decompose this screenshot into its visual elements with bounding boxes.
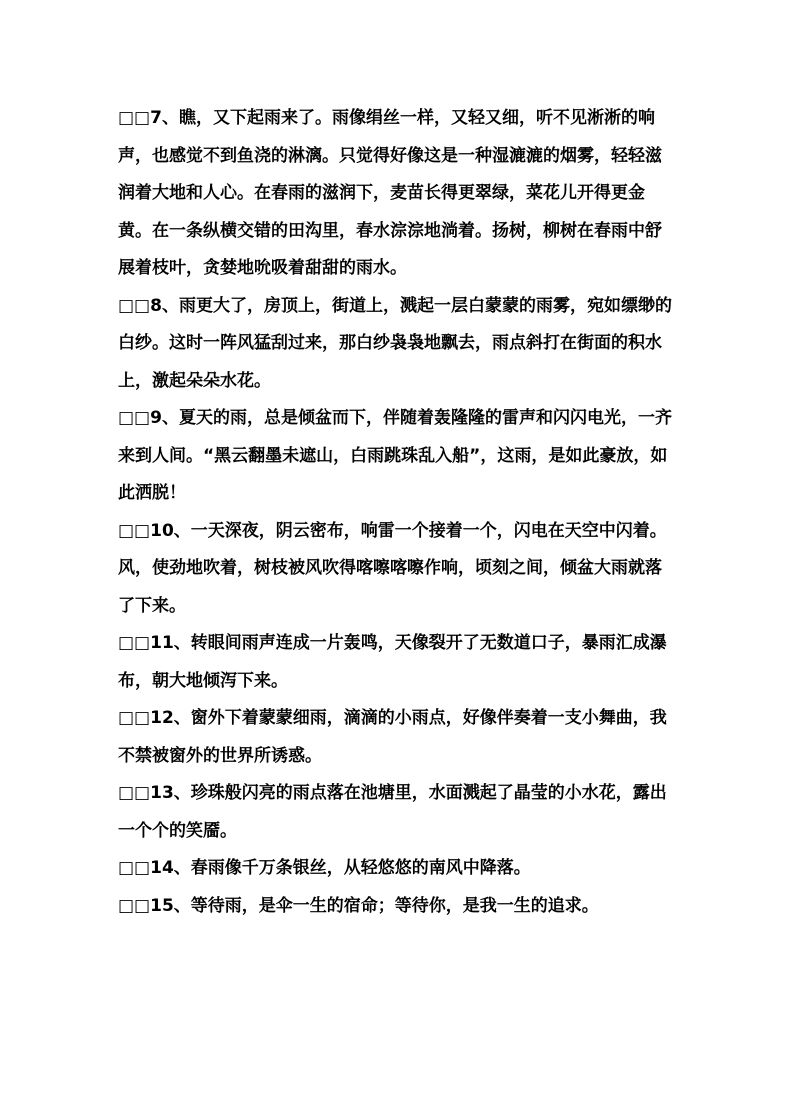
paragraph-10: □□10、一天深夜，阴云密布，响雷一个接着一个，闪电在天空中闪着。风，使劲地吹着，树枝被风吹得喀嚓喀嚓作响，顷刻之间，倾盆大雨就落了下来。 [118,520,667,616]
paragraph-11: □□11、转眼间雨声连成一片轰鸣，天像裂开了无数道口子，暴雨汇成瀑布，朝大地倾泻下来。 [118,633,667,691]
document-body [118,100,678,925]
paragraph-15: □□15、等待雨，是伞一生的宿命；等待你，是我一生的追求。 [118,895,599,916]
paragraph-13: □□13、珍珠般闪亮的雨点落在池塘里，水面溅起了晶莹的小水花，露出一个个的笑靥。 [118,783,667,841]
paragraph-14: □□14、春雨像千万条银丝，从轻悠悠的南风中降落。 [118,858,531,878]
paragraph-12: □□12、窗外下着蒙蒙细雨，滴滴的小雨点，好像伴奏着一支小舞曲，我不禁被窗外的世界所诱惑。 [118,708,667,766]
paragraph-7: □□7、瞧，又下起雨来了。雨像绢丝一样，又轻又细，听不见淅淅的响声，也感觉不到鱼浇的淋漓。只觉得好像这是一种湿漉漉的烟雾，轻轻滋润着大地和人心。在春雨的滋润下，麦苗长得更翠绿，菜花儿开得更金黄。在一条纵横交错的田沟里，春水淙淙地淌着。扬树，柳树在春雨中舒展着枝叶，贪婪地吮吸着甜甜的雨水。 [118,108,662,278]
paragraph-9: □□9、夏天的雨，总是倾盆而下，伴随着轰隆隆的雷声和闪闪电光，一齐来到人间。“黑云翻墨未遮山，白雨跳珠乱入船”，这雨，是如此豪放，如此洒脱！ [118,408,672,503]
paragraph-8: □□8、雨更大了，房顶上，街道上，溅起一层白蒙蒙的雨雾，宛如缥缈的白纱。这时一阵风猛刮过来，那白纱袅袅地飘去，雨点斜打在街面的积水上，激起朵朵水花。 [118,295,672,391]
